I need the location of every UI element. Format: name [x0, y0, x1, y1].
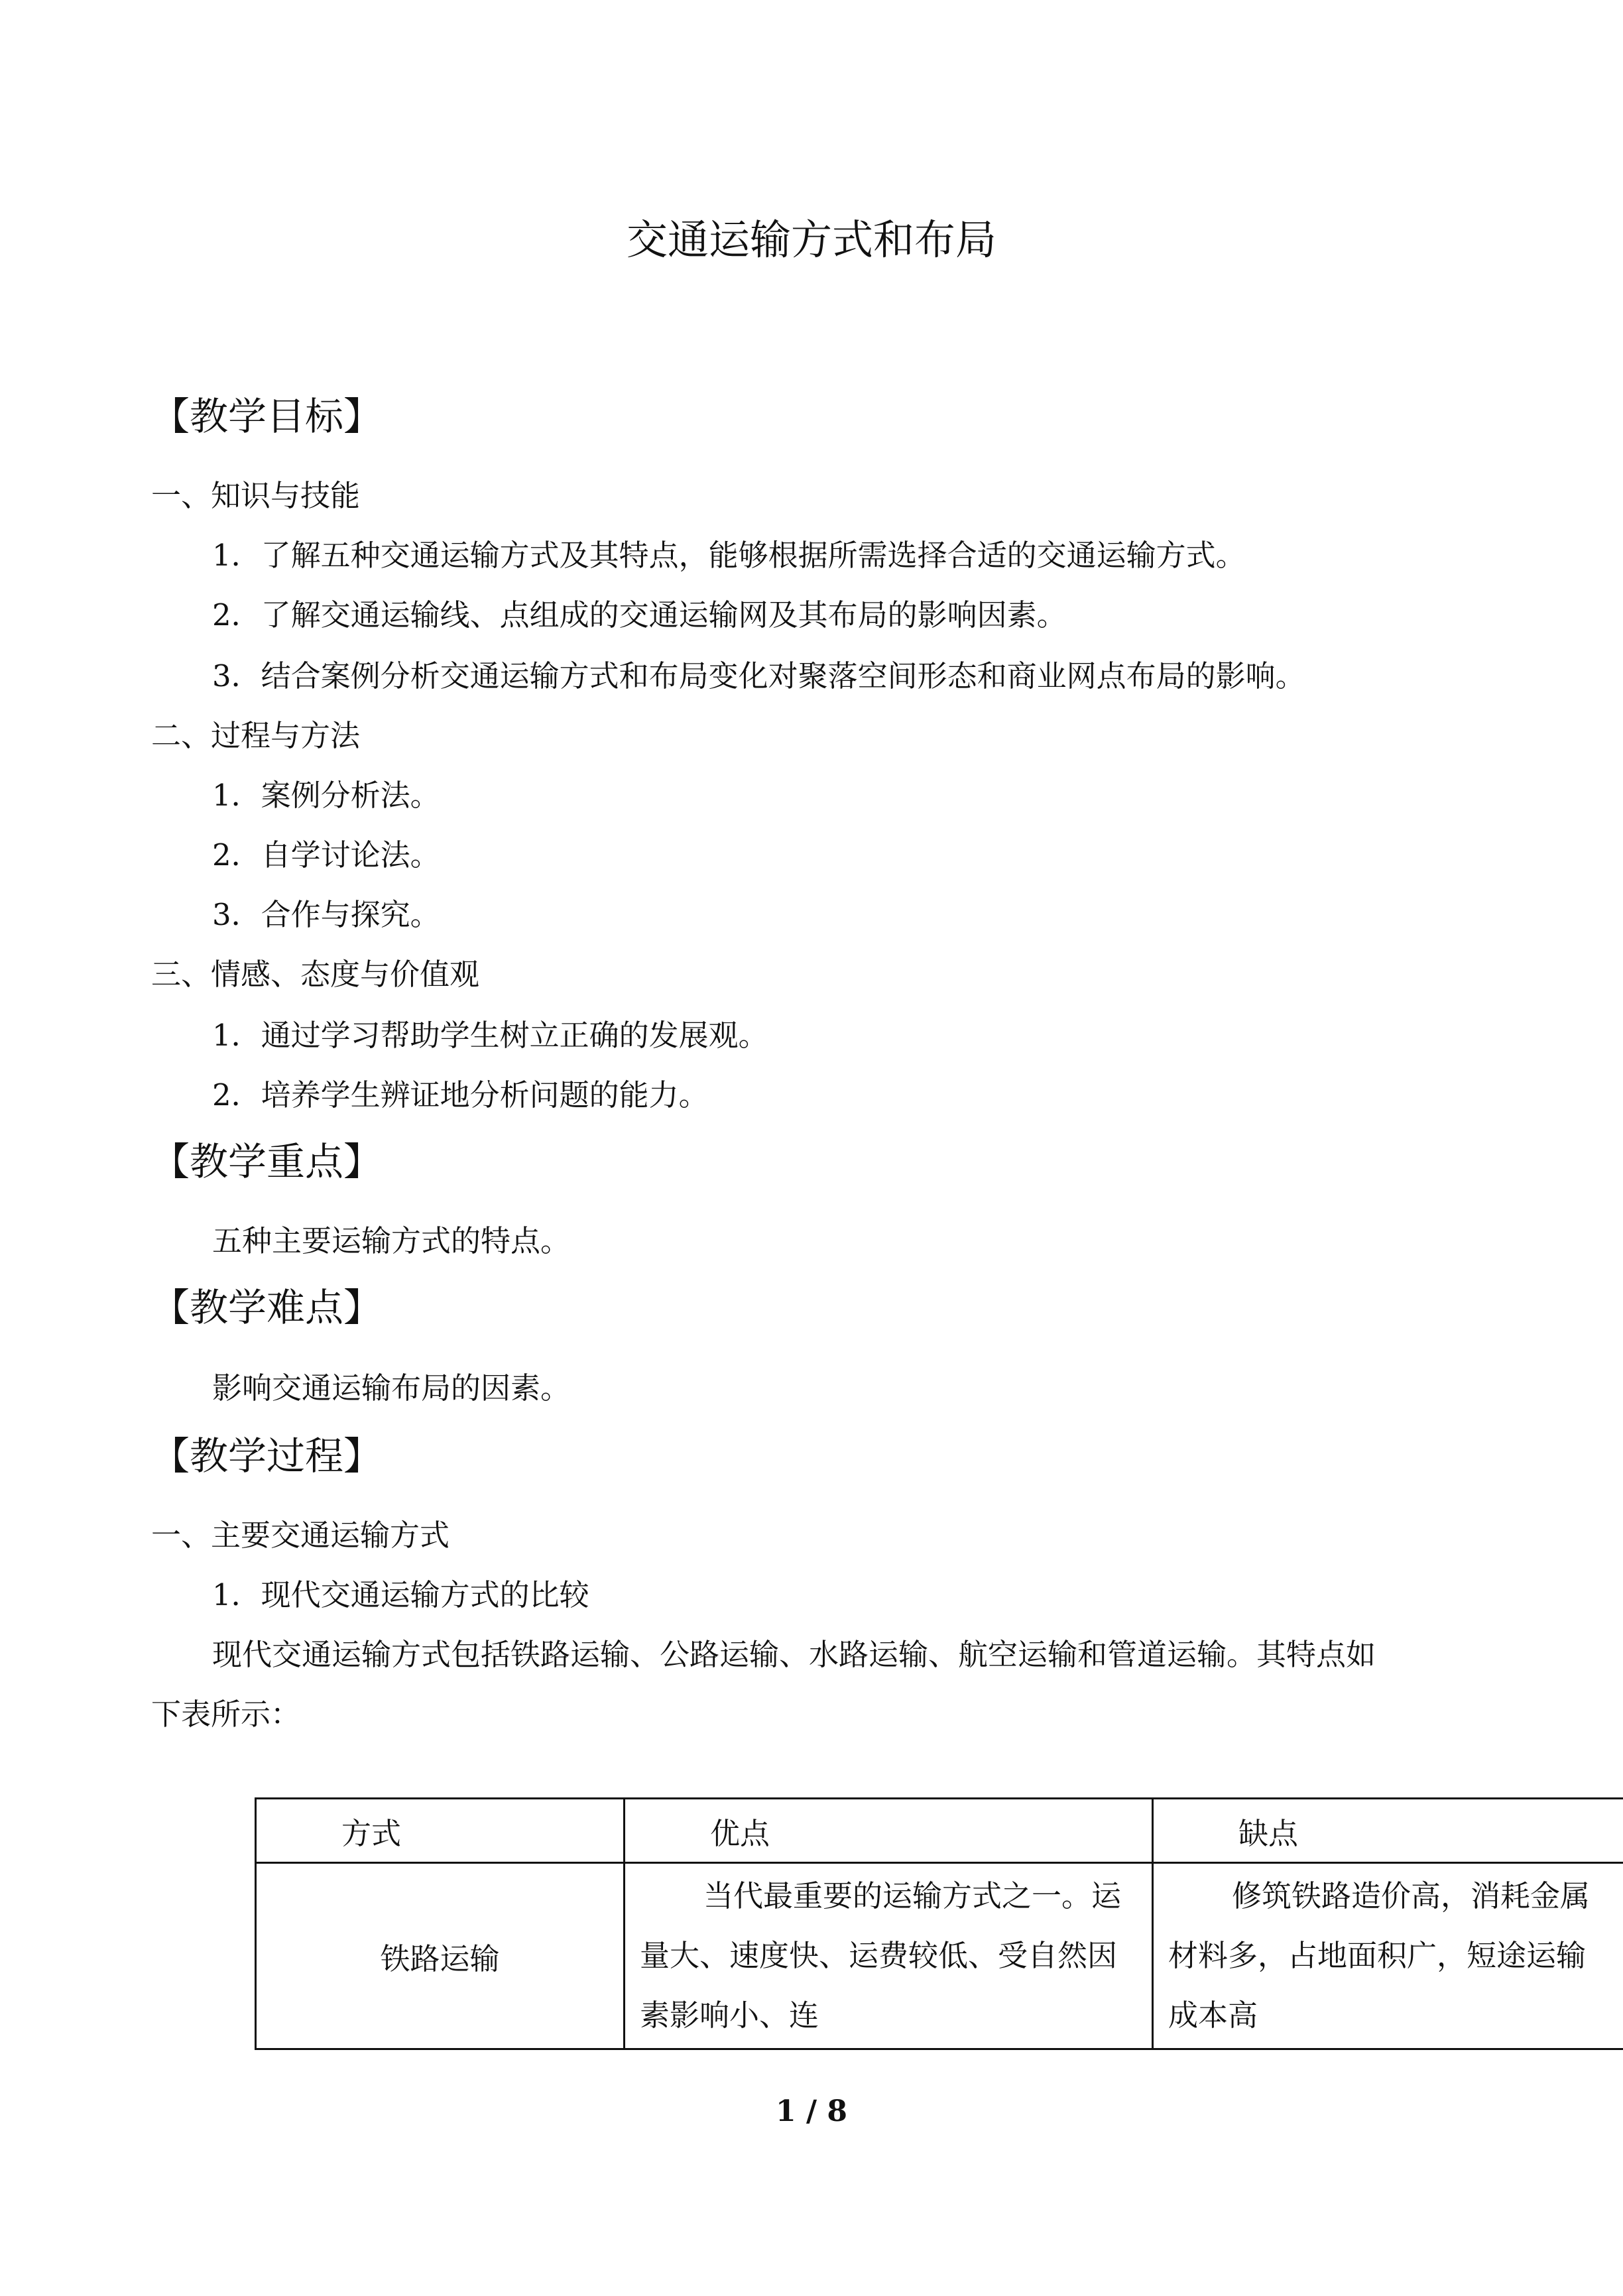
table-header-row: [256, 1799, 1623, 1863]
list-item: 1．案例分析法。: [212, 778, 440, 813]
pros-text: 当代最重要的运输方式之一。运量大、速度快、运费较低、受自然因素影响小、连: [640, 1878, 1122, 2033]
list-item: 3．合作与探究。: [212, 897, 440, 932]
table-header-cell: 缺点: [1153, 1799, 1623, 1863]
list-item: 2．了解交通运输线、点组成的交通运输网及其布局的影响因素。: [212, 597, 1067, 633]
table-cell-cons: [1153, 1863, 1623, 2049]
subheading-comparison: 1．现代交通运输方式的比较: [212, 1577, 589, 1612]
difficulties-text: 影响交通运输布局的因素。: [212, 1370, 571, 1406]
table-header-cell: 方式: [256, 1799, 625, 1863]
list-item: 1．了解五种交通运输方式及其特点，能够根据所需选择合适的交通运输方式。: [212, 538, 1246, 573]
paragraph-line: 现代交通运输方式包括铁路运输、公路运输、水路运输、航空运输和管道运输。其特点如: [212, 1637, 1376, 1672]
subheading-values: 三、情感、态度与价值观: [151, 957, 480, 992]
list-item: 1．通过学习帮助学生树立正确的发展观。: [212, 1018, 768, 1053]
section-heading-objectives: 【教学目标】: [151, 394, 383, 439]
cons-text: 修筑铁路造价高，消耗金属材料多，占地面积广，短途运输成本高: [1168, 1878, 1591, 2033]
section-heading-difficulties: 【教学难点】: [151, 1285, 383, 1330]
key-points-text: 五种主要运输方式的特点。: [212, 1223, 571, 1258]
transport-comparison-table: [255, 1797, 1623, 2050]
subheading-transport-modes: 一、主要交通运输方式: [151, 1518, 450, 1553]
table-row: [256, 1863, 1623, 2049]
list-item: 2．培养学生辨证地分析问题的能力。: [212, 1077, 709, 1113]
section-heading-key-points: 【教学重点】: [151, 1139, 383, 1184]
section-heading-process: 【教学过程】: [151, 1433, 383, 1479]
subheading-knowledge: 一、知识与技能: [151, 478, 361, 513]
paragraph-line: 下表所示：: [151, 1697, 301, 1732]
page-title: 交通运输方式和布局: [626, 215, 996, 264]
table-header-cell: 优点: [625, 1799, 1153, 1863]
table-cell-pros: [625, 1863, 1153, 2049]
page-number: 1 / 8: [776, 2094, 847, 2128]
table-cell-mode: 铁路运输: [256, 1863, 625, 2049]
subheading-process-methods: 二、过程与方法: [151, 718, 361, 753]
list-item: 2．自学讨论法。: [212, 837, 440, 873]
list-item: 3．结合案例分析交通运输方式和布局变化对聚落空间形态和商业网点布局的影响。: [212, 658, 1305, 694]
